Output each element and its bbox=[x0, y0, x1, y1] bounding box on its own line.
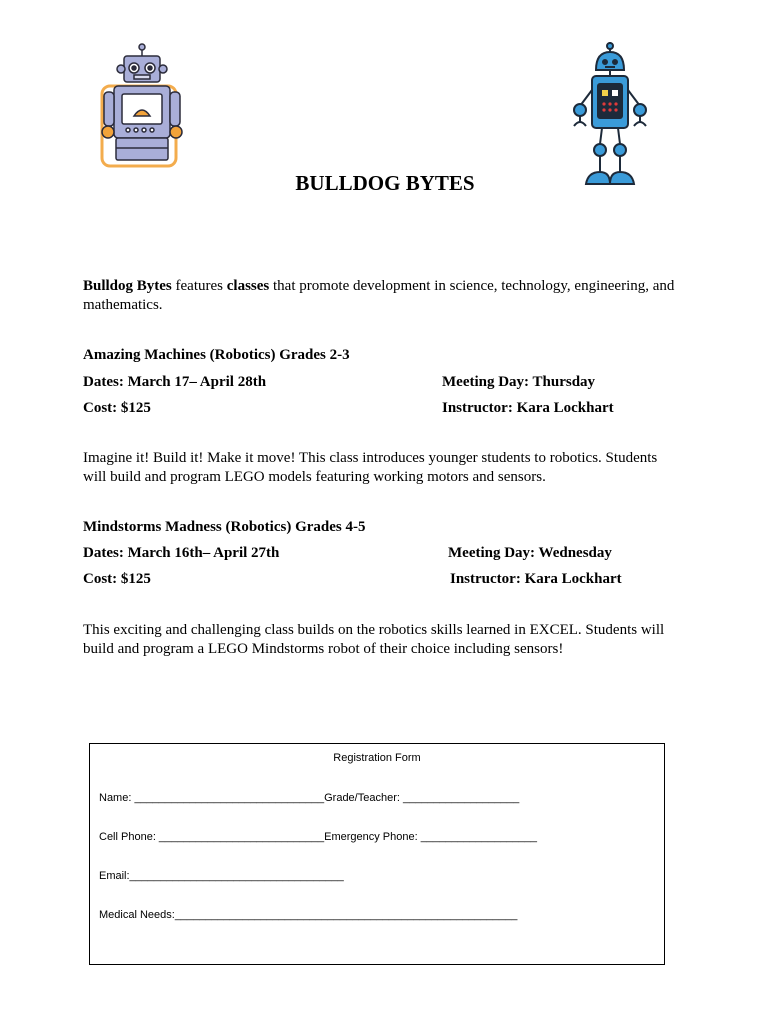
medical-needs-field[interactable]: Medical Needs:________________________________________________________ bbox=[99, 909, 518, 921]
class1-cost: Cost: $125 bbox=[83, 400, 151, 416]
form-title: Registration Form bbox=[333, 752, 421, 764]
intro-program-name: Bulldog Bytes bbox=[83, 278, 172, 294]
class1-dates: Dates: March 17– April 28th bbox=[83, 374, 267, 390]
intro-text-1: features bbox=[171, 278, 227, 294]
class1-description: Imagine it! Build it! Make it move! This class introduces younger students to robotics. Students will build and program LEGO models featuring working motors and sensors. bbox=[83, 450, 658, 485]
class2-meeting-day: Meeting Day: Wednesday bbox=[448, 545, 612, 561]
class2-instructor: Instructor: Kara Lockhart bbox=[450, 571, 622, 587]
class2-cost: Cost: $125 bbox=[83, 571, 151, 587]
robot-left-icon bbox=[96, 42, 188, 170]
name-grade-field[interactable]: Name: _______________________________Grade/Teacher: ___________________ bbox=[99, 792, 520, 804]
class1-instructor: Instructor: Kara Lockhart bbox=[442, 400, 614, 416]
intro-text-2: that promote development in science, technology, engineering, and mathematics. bbox=[83, 278, 675, 313]
phone-fields[interactable]: Cell Phone: ___________________________Emergency Phone: ___________________ bbox=[99, 831, 537, 843]
class2-heading: Mindstorms Madness (Robotics) Grades 4-5 bbox=[83, 519, 366, 535]
registration-form bbox=[89, 743, 665, 965]
class1-heading: Amazing Machines (Robotics) Grades 2-3 bbox=[83, 347, 350, 363]
page-title: BULLDOG BYTES bbox=[295, 171, 475, 195]
robot-right-icon bbox=[566, 40, 654, 190]
intro-paragraph bbox=[83, 277, 683, 315]
class1-meeting-day: Meeting Day: Thursday bbox=[442, 374, 596, 390]
class2-description: This exciting and challenging class builds on the robotics skills learned in EXCEL. Students will build and program a LEGO Mindstorms robot of their choice including sensors! bbox=[83, 622, 665, 657]
email-field[interactable]: Email:___________________________________ bbox=[99, 870, 344, 882]
class2-dates: Dates: March 16th– April 27th bbox=[83, 545, 280, 561]
intro-classes-word: classes bbox=[226, 278, 270, 294]
